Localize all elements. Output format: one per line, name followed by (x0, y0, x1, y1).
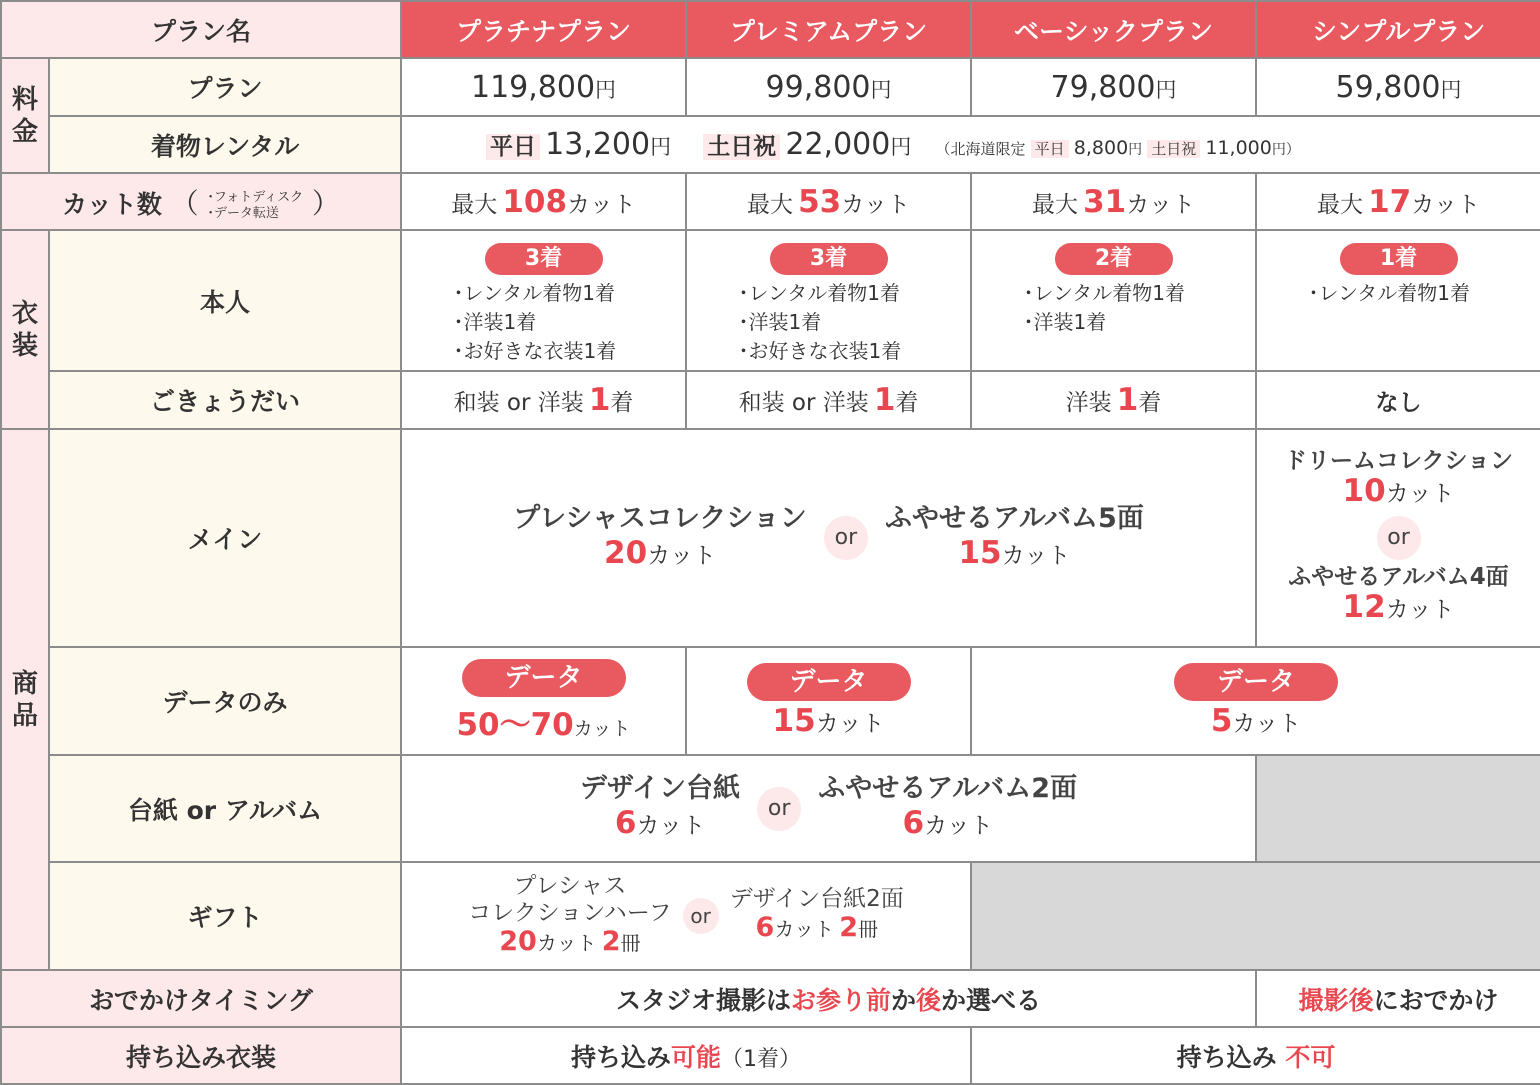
bring-own-label: 持ち込み衣装 (1, 1027, 401, 1084)
outing-timing-label: おでかけタイミング (1, 970, 401, 1027)
self-platinum: 3着 ･レンタル着物1着 ･洋装1着 ･お好きな衣装1着 (401, 230, 686, 371)
gift-options: プレシャス コレクションハーフ 20カット 2冊 or デザイン台紙2面 6カット 2冊 (401, 862, 971, 970)
costume-count-badge: 2着 (1055, 243, 1173, 275)
bring-own-not-allowed: 持ち込み 不可 (971, 1027, 1540, 1084)
price-platinum: 119,800円 (401, 58, 686, 116)
gift-unavailable (971, 862, 1540, 970)
self-simple: 1着 ･レンタル着物1着 (1256, 230, 1540, 371)
costume-count-badge: 1着 (1340, 243, 1458, 275)
cuts-label: カット数 （ ･フォトディスク ･データ転送 ） (1, 173, 401, 230)
or-badge: or (683, 898, 719, 934)
or-badge: or (757, 787, 801, 831)
mount-album-unavailable (1256, 755, 1540, 862)
cuts-premium: 最大 53カット (686, 173, 971, 230)
price-basic: 79,800円 (971, 58, 1256, 116)
price-row (1, 58, 1540, 116)
price-premium: 99,800円 (686, 58, 971, 116)
data-basic-simple: データ 5カット (971, 647, 1540, 755)
plan-name-header: プラン名 (1, 1, 401, 58)
cuts-row (1, 173, 1540, 230)
main-product-row (1, 429, 1540, 647)
bring-own-costume-row (1, 1027, 1540, 1084)
fee-group-label: 料金 (1, 58, 49, 173)
data-badge: データ (462, 659, 626, 697)
price-simple: 59,800円 (1256, 58, 1540, 116)
sibling-platinum: 和装 or 洋装 1着 (401, 371, 686, 429)
sibling-basic: 洋装 1着 (971, 371, 1256, 429)
cuts-simple: 最大 17カット (1256, 173, 1540, 230)
plan-platinum-header: プラチナプラン (401, 1, 686, 58)
kimono-rental-label: 着物レンタル (49, 116, 401, 173)
cuts-platinum: 最大 108カット (401, 173, 686, 230)
plan-basic-header: ベーシックプラン (971, 1, 1256, 58)
outing-timing-row (1, 970, 1540, 1027)
or-badge: or (824, 516, 868, 560)
mount-album-label: 台紙 or アルバム (49, 755, 401, 862)
self-costume-row (1, 230, 1540, 371)
data-only-row (1, 647, 1540, 755)
costume-group-label: 衣装 (1, 230, 49, 429)
costume-count-badge: 3着 (770, 243, 888, 275)
kimono-rental-row (1, 116, 1540, 173)
sibling-simple: なし (1256, 371, 1540, 429)
main-label: メイン (49, 429, 401, 647)
sibling-premium: 和装 or 洋装 1着 (686, 371, 971, 429)
data-badge: データ (747, 663, 911, 701)
bring-own-allowed: 持ち込み可能（1着） (401, 1027, 971, 1084)
price-label: プラン (49, 58, 401, 116)
or-badge: or (1377, 516, 1421, 560)
costume-count-badge: 3着 (485, 243, 603, 275)
sibling-label: ごきょうだい (49, 371, 401, 429)
main-options: プレシャスコレクション 20カット or ふやせるアルバム5面 15カット (401, 429, 1256, 647)
header-row (1, 1, 1540, 58)
sibling-costume-row (1, 371, 1540, 429)
self-basic: 2着 ･レンタル着物1着 ･洋装1着 (971, 230, 1256, 371)
self-label: 本人 (49, 230, 401, 371)
data-only-label: データのみ (49, 647, 401, 755)
gift-label: ギフト (49, 862, 401, 970)
plan-premium-header: プレミアムプラン (686, 1, 971, 58)
kimono-rental-prices: 平日 13,200円 土日祝 22,000円 （北海道限定 平日 8,800円 土日祝 11,000円） (401, 116, 1540, 173)
plan-simple-header: シンプルプラン (1256, 1, 1540, 58)
outing-timing-simple: 撮影後におでかけ (1256, 970, 1540, 1027)
self-premium: 3着 ･レンタル着物1着 ･洋装1着 ･お好きな衣装1着 (686, 230, 971, 371)
data-premium: データ 15カット (686, 647, 971, 755)
mount-album-options: デザイン台紙 6カット or ふやせるアルバム2面 6カット (401, 755, 1256, 862)
main-simple: ドリームコレクション 10カット or ふやせるアルバム4面 12カット (1256, 429, 1540, 647)
gift-row (1, 862, 1540, 970)
cuts-basic: 最大 31カット (971, 173, 1256, 230)
mount-album-row (1, 755, 1540, 862)
data-badge: データ (1174, 663, 1338, 701)
product-group-label: 商品 (1, 429, 49, 970)
outing-timing-standard: スタジオ撮影はお参り前か後か選べる (401, 970, 1256, 1027)
data-platinum: データ 50〜70カット (401, 647, 686, 755)
